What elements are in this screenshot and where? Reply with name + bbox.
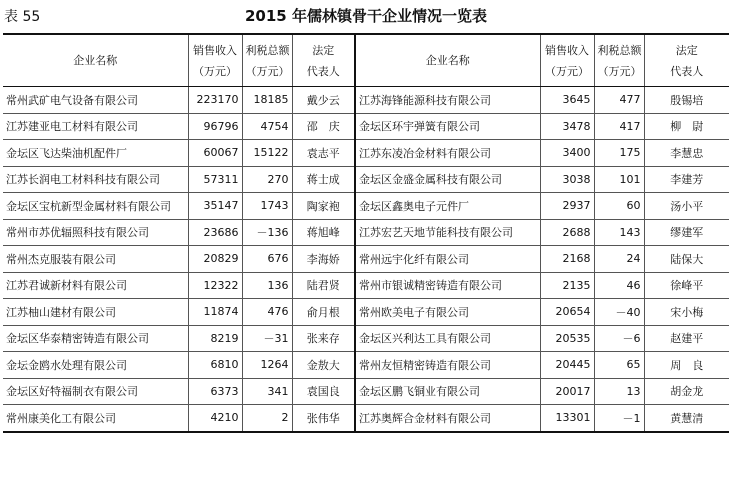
- company-name-left: 金坛区好特福制衣有限公司: [3, 378, 188, 405]
- company-name-right: 常州欧美电子有限公司: [355, 299, 540, 326]
- rep-right: 宋小梅: [644, 299, 729, 326]
- header-rep-line2: 代表人: [670, 64, 704, 78]
- company-name-right: 金坛区鹏飞铜业有限公司: [355, 378, 540, 405]
- rep-left: 邵 庆: [292, 113, 355, 140]
- header-tax-line2: （万元）: [245, 64, 290, 78]
- header-tax-line2: （万元）: [597, 64, 642, 78]
- company-name-left: 常州康美化工有限公司: [3, 405, 188, 432]
- sales-right: 2688: [540, 219, 594, 246]
- table-row: [3, 87, 729, 114]
- tax-left: 136: [242, 272, 292, 299]
- rep-left: 袁志平: [292, 140, 355, 167]
- tax-right: －6: [594, 325, 644, 352]
- header-rep-right: [644, 34, 729, 87]
- rep-left: 袁国良: [292, 378, 355, 405]
- tax-right: 24: [594, 246, 644, 273]
- tax-left: －136: [242, 219, 292, 246]
- sales-left: 35147: [188, 193, 242, 220]
- sales-right: 3478: [540, 113, 594, 140]
- rep-left: 金敖大: [292, 352, 355, 379]
- company-name-left: 常州武矿电气设备有限公司: [3, 87, 188, 114]
- enterprise-table: [3, 33, 729, 433]
- company-name-left: 金坛区华泰精密铸造有限公司: [3, 325, 188, 352]
- tax-left: 270: [242, 166, 292, 193]
- company-name-left: 江苏长润电工材料科技有限公司: [3, 166, 188, 193]
- tax-right: 417: [594, 113, 644, 140]
- company-name-left: 金坛区飞达柴油机配件厂: [3, 140, 188, 167]
- table-row: [3, 193, 729, 220]
- sales-left: 223170: [188, 87, 242, 114]
- header-tax-line1: 利税总额: [245, 43, 290, 57]
- company-name-left: 江苏君诚新材料有限公司: [3, 272, 188, 299]
- table-row: [3, 140, 729, 167]
- table-header: [3, 34, 729, 87]
- tax-right: 65: [594, 352, 644, 379]
- company-name-left: 常州市苏优辐照科技有限公司: [3, 219, 188, 246]
- company-name-right: 金坛区环宇弹簧有限公司: [355, 113, 540, 140]
- tax-left: 1264: [242, 352, 292, 379]
- header-sales-line2: （万元）: [545, 64, 589, 78]
- tax-left: 341: [242, 378, 292, 405]
- sales-right: 13301: [540, 405, 594, 432]
- company-name-left: 江苏柚山建材有限公司: [3, 299, 188, 326]
- company-name-left: 常州杰克服装有限公司: [3, 246, 188, 273]
- header-rep-left: [292, 34, 355, 87]
- company-name-left: 金坛区宝杭新型金属材料有限公司: [3, 193, 188, 220]
- company-name-right: 常州友恒精密铸造有限公司: [355, 352, 540, 379]
- sales-left: 11874: [188, 299, 242, 326]
- company-name-left: 江苏建亚电工材料有限公司: [3, 113, 188, 140]
- rep-right: 汤小平: [644, 193, 729, 220]
- tax-right: 13: [594, 378, 644, 405]
- header-sales-left: [188, 34, 242, 87]
- sales-left: 96796: [188, 113, 242, 140]
- rep-right: 殷锡培: [644, 87, 729, 114]
- tax-right: 175: [594, 140, 644, 167]
- sales-right: 3400: [540, 140, 594, 167]
- sales-left: 4210: [188, 405, 242, 432]
- sales-right: 20017: [540, 378, 594, 405]
- rep-right: 陆保大: [644, 246, 729, 273]
- table-body: [3, 87, 729, 432]
- table-label: 表 55: [4, 9, 41, 25]
- sales-left: 6373: [188, 378, 242, 405]
- table-row: [3, 272, 729, 299]
- rep-left: 李海娇: [292, 246, 355, 273]
- table-row: [3, 113, 729, 140]
- tax-left: －31: [242, 325, 292, 352]
- rep-right: 柳 尉: [644, 113, 729, 140]
- sales-right: 2168: [540, 246, 594, 273]
- header-sales-line1: 销售收入: [545, 43, 589, 57]
- header-sales-line1: 销售收入: [193, 43, 237, 57]
- header-name-right: 企业名称: [355, 34, 540, 87]
- rep-right: 周 良: [644, 352, 729, 379]
- tax-left: 1743: [242, 193, 292, 220]
- tax-left: 476: [242, 299, 292, 326]
- sales-right: 2135: [540, 272, 594, 299]
- company-name-right: 江苏宏艺天地节能科技有限公司: [355, 219, 540, 246]
- rep-right: 徐峰平: [644, 272, 729, 299]
- table-row: [3, 246, 729, 273]
- rep-left: 陶家袍: [292, 193, 355, 220]
- sales-left: 6810: [188, 352, 242, 379]
- table-row: [3, 378, 729, 405]
- tax-left: 15122: [242, 140, 292, 167]
- sales-left: 8219: [188, 325, 242, 352]
- header-sales-right: [540, 34, 594, 87]
- tax-left: 4754: [242, 113, 292, 140]
- rep-right: 缪建军: [644, 219, 729, 246]
- company-name-right: 金坛区兴利达工具有限公司: [355, 325, 540, 352]
- rep-left: 俞月根: [292, 299, 355, 326]
- rep-left: 戴少云: [292, 87, 355, 114]
- sales-left: 20829: [188, 246, 242, 273]
- table-row: [3, 219, 729, 246]
- rep-left: 陆君贤: [292, 272, 355, 299]
- rep-left: 张来存: [292, 325, 355, 352]
- company-name-right: 江苏海锋能源科技有限公司: [355, 87, 540, 114]
- tax-right: 60: [594, 193, 644, 220]
- header-rep-line2: 代表人: [306, 64, 340, 78]
- page-title: 2015 年儒林镇骨干企业情况一览表: [245, 7, 487, 25]
- header-tax-right: [594, 34, 644, 87]
- table-row: [3, 352, 729, 379]
- header-name-left: 企业名称: [3, 34, 188, 87]
- rep-right: 李建芳: [644, 166, 729, 193]
- sales-left: 23686: [188, 219, 242, 246]
- rep-right: 胡金龙: [644, 378, 729, 405]
- tax-right: 46: [594, 272, 644, 299]
- sales-left: 57311: [188, 166, 242, 193]
- tax-right: 477: [594, 87, 644, 114]
- tax-right: －40: [594, 299, 644, 326]
- rep-right: 李慧忠: [644, 140, 729, 167]
- rep-left: 蒋旭峰: [292, 219, 355, 246]
- tax-left: 18185: [242, 87, 292, 114]
- sales-right: 3645: [540, 87, 594, 114]
- header-tax-left: [242, 34, 292, 87]
- sales-left: 60067: [188, 140, 242, 167]
- table-row: [3, 299, 729, 326]
- rep-left: 蒋士成: [292, 166, 355, 193]
- rep-right: 黄慧清: [644, 405, 729, 432]
- company-name-right: 常州远宇化纤有限公司: [355, 246, 540, 273]
- header-tax-line1: 利税总额: [597, 43, 642, 57]
- header-rep-line1: 法定: [312, 43, 335, 57]
- table-row: [3, 405, 729, 432]
- sales-right: 2937: [540, 193, 594, 220]
- tax-right: －1: [594, 405, 644, 432]
- table-row: [3, 325, 729, 352]
- sales-right: 3038: [540, 166, 594, 193]
- company-name-right: 金坛区鑫奥电子元件厂: [355, 193, 540, 220]
- tax-left: 676: [242, 246, 292, 273]
- rep-left: 张伟华: [292, 405, 355, 432]
- sales-left: 12322: [188, 272, 242, 299]
- company-name-right: 江苏东凌冶金材料有限公司: [355, 140, 540, 167]
- company-name-right: 常州市银诚精密铸造有限公司: [355, 272, 540, 299]
- header-sales-line2: （万元）: [193, 64, 237, 78]
- tax-right: 101: [594, 166, 644, 193]
- tax-right: 143: [594, 219, 644, 246]
- sales-right: 20445: [540, 352, 594, 379]
- header-rep-line1: 法定: [675, 43, 698, 57]
- rep-right: 赵建平: [644, 325, 729, 352]
- sales-right: 20535: [540, 325, 594, 352]
- tax-left: 2: [242, 405, 292, 432]
- sales-right: 20654: [540, 299, 594, 326]
- company-name-right: 江苏奥辉合金材料有限公司: [355, 405, 540, 432]
- table-row: [3, 166, 729, 193]
- company-name-left: 金坛金鸥水处理有限公司: [3, 352, 188, 379]
- company-name-right: 金坛区金盛金属科技有限公司: [355, 166, 540, 193]
